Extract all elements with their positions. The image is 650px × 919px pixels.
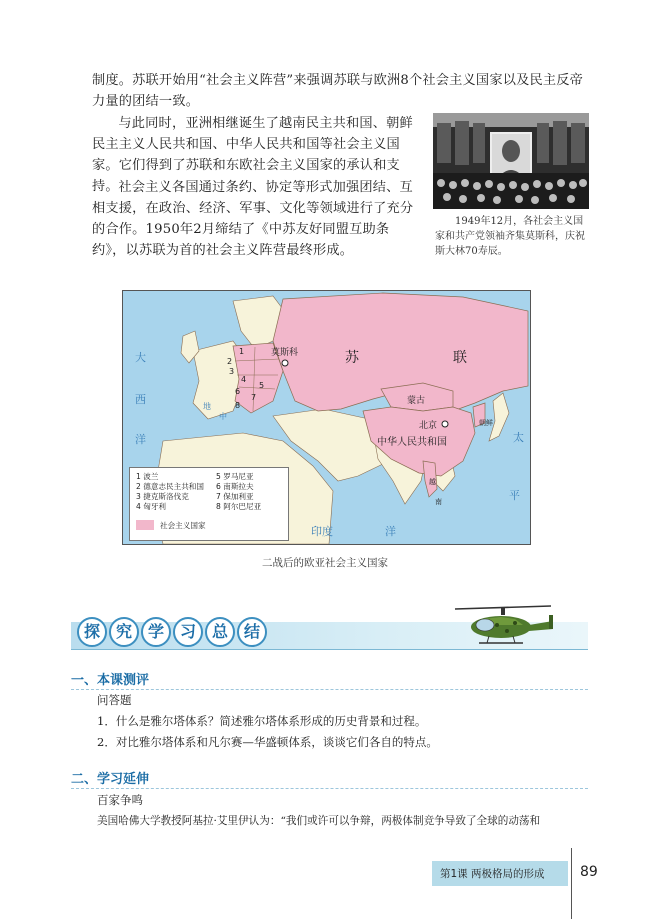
banner-char: 习 [173,617,203,647]
mediterranean-label-2: 中 [219,412,227,421]
ussr-label-1: 苏 [345,350,359,366]
footer-divider [571,848,572,919]
country-number-3: 3 [229,367,235,376]
vietnam-label-2: 南 [435,498,442,506]
banner-char: 探 [77,617,107,647]
atlantic-label-3: 洋 [135,433,146,446]
indian-label-2: 洋 [385,525,396,538]
question-2: 2．对比雅尔塔体系和凡尔赛—华盛顿体系，谈谈它们各自的特点。 [97,735,438,749]
china-label: 中华人民共和国 [377,437,447,448]
paragraph-3: 社会主义各国通过条约、协定等形式加强团结、互相支援，在政治、经济、军事、文化等领域进行了充分的合作。1950年2月缔结了《中苏友好同盟互助条约》，以苏联为首的社会主义阵营最终形成。 [92,180,414,258]
banner-char: 究 [109,617,139,647]
ussr-label-2: 联 [453,350,467,366]
summary-banner [71,615,588,653]
beijing-dot [442,421,448,427]
paragraph-1: 制度。苏联开始用“社会主义阵营”来强调苏联与欧洲8个社会主义国家以及民主反帝力量的团结一致。 [92,73,584,109]
moscow-dot [282,360,288,366]
country-number-7: 7 [251,393,257,402]
question-1: 1．什么是雅尔塔体系？简述雅尔塔体系形成的历史背景和过程。 [97,714,427,728]
pacific-label-2: 平 [509,489,520,502]
section2-subtitle: 百家争鸣 [97,793,143,807]
section1-divider [71,689,588,691]
helicopter-icon [449,603,557,655]
mongolia-label: 蒙古 [407,396,426,406]
legend-item: 3 捷克斯洛伐克 [136,492,189,501]
mediterranean-label-1: 地 [203,402,211,411]
vietnam-label-1: 越 [429,478,436,486]
legend-item: 2 德意志民主共和国 [136,482,204,491]
footer-lesson-title: 第1课 两极格局的形成 [440,868,545,880]
banner-char: 总 [205,617,235,647]
country-number-5: 5 [259,381,265,390]
country-number-8: 8 [235,401,241,410]
eurasia-socialist-map [122,290,531,545]
banner-char: 结 [237,617,267,647]
stalin-birthday-photo [433,113,589,209]
legend-swatch [136,520,154,530]
legend-swatch-label: 社会主义国家 [160,521,206,530]
korea-label: 朝鲜 [479,419,493,427]
atlantic-label-2: 西 [135,393,146,406]
section2-title: 二、学习延伸 [71,772,150,787]
page-number: 89 [580,864,598,880]
beijing-label: 北京 [419,421,438,431]
map-caption: 二战后的欧亚社会主义国家 [262,557,388,569]
legend-item: 1 波兰 [136,472,159,481]
paragraph-2: 与此同时，亚洲相继诞生了越南民主共和国、朝鲜民主主义人民共和国、中华人民共和国等社会主义国家。它们得到了苏联和东欧社会主义国家的承认和支持。 [92,116,413,194]
indian-label-1: 印度 [311,525,333,538]
legend-item: 7 保加利亚 [216,492,254,501]
moscow-label: 莫斯科 [271,348,299,358]
section1-title: 一、本课测评 [71,673,150,688]
country-number-4: 4 [241,375,247,384]
country-number-6: 6 [235,387,241,396]
country-number-1: 1 [239,347,245,356]
atlantic-label-1: 大 [135,351,146,364]
quote-text: 美国哈佛大学教授阿基拉·艾里伊认为：“我们或许可以争辩，两极体制竞争导致了全球的动荡和 [97,815,541,827]
legend-item: 5 罗马尼亚 [216,472,254,481]
country-number-2: 2 [227,357,233,366]
pacific-label-1: 太 [513,431,524,444]
map-legend [129,467,289,541]
japan-land [489,393,509,441]
photo-caption: 1949年12月，各社会主义国家和共产党领袖齐集莫斯科，庆祝斯大林70寿辰。 [435,216,585,257]
section2-divider [71,788,588,790]
legend-item: 6 南斯拉夫 [216,482,254,491]
section1-subtitle: 问答题 [97,693,132,707]
legend-item: 4 匈牙利 [136,502,167,511]
legend-item: 8 阿尔巴尼亚 [216,502,262,511]
banner-char: 学 [141,617,171,647]
